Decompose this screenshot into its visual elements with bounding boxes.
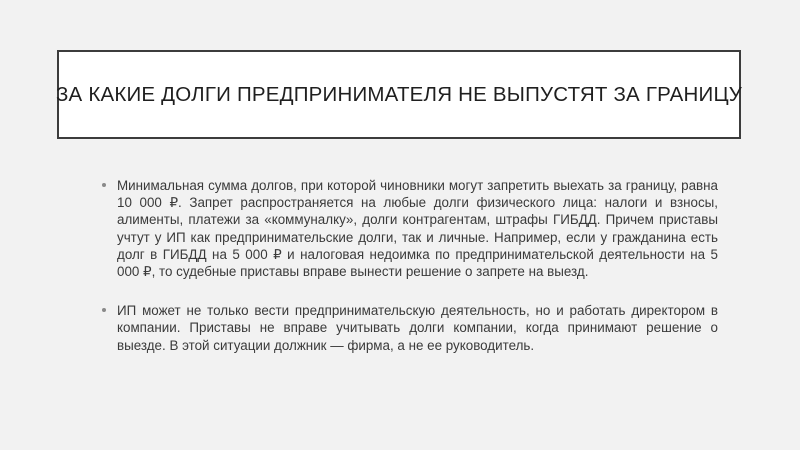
bullet-dot-icon — [102, 183, 106, 187]
bullet-item — [102, 177, 718, 280]
slide-title: ЗА КАКИЕ ДОЛГИ ПРЕДПРИНИМАТЕЛЯ НЕ ВЫПУСТЯТ ЗА ГРАНИЦУ — [55, 82, 743, 106]
bullet-dot-icon — [102, 308, 106, 312]
bullet-text: Минимальная сумма долгов, при которой чиновники могут запретить выехать за границу, равна 10 000 ₽. Запрет распространяется на любые долги физического лица: налоги и взносы, алименты, платежи за «коммуналку», долги контрагентам, штрафы ГИБДД. Причем приставы учтут у ИП как предпринимательские долги, так и личные. Например, если у гражданина есть долг в ГИБДД на 5 000 ₽ и налоговая недоимка по предпринимательской деятельности на 5 000 ₽, то судебные приставы вправе вынести решение о запрете на выезд. — [117, 178, 718, 280]
title-box — [57, 50, 741, 139]
bullet-text: ИП может не только вести предпринимательскую деятельность, но и работать директором в компании. Приставы не вправе учитывать долги компании, когда принимают решение о выезде. В этой ситуации должник — фирма, а не ее руководитель. — [117, 303, 718, 353]
bullet-list — [102, 177, 718, 354]
bullet-item — [102, 302, 718, 354]
